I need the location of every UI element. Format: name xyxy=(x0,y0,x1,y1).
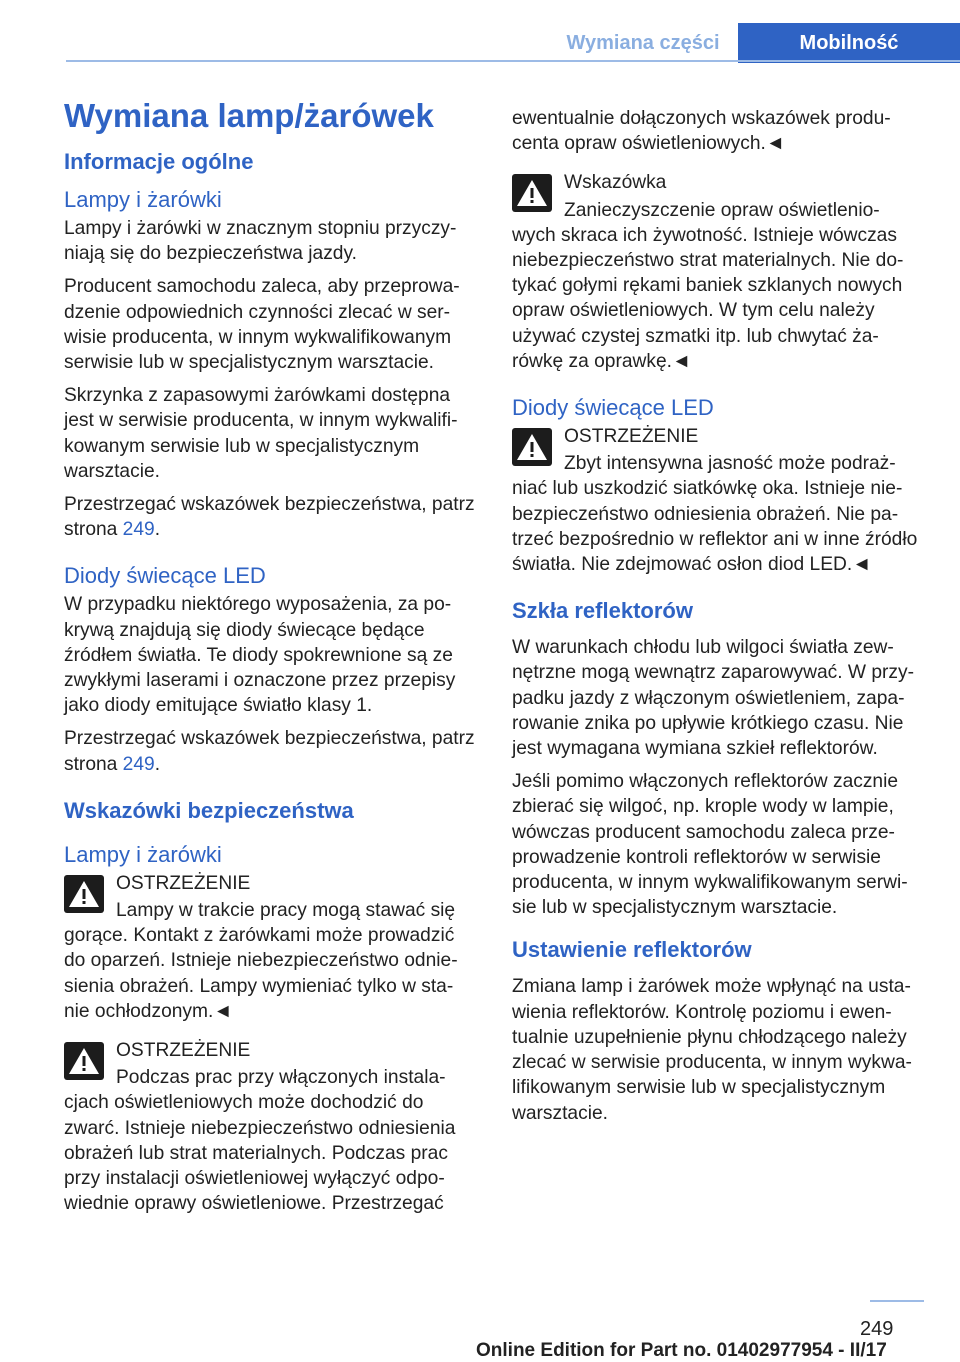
warning-icon xyxy=(64,875,104,913)
tab-mobilnosc[interactable]: Mobilność xyxy=(738,23,960,63)
warning-icon xyxy=(64,1042,104,1080)
warning-block xyxy=(64,1038,476,1216)
paragraph: Lampy i żarówki w znacznym stopniu przyczy‐ niają się do bezpieczeństwa jazdy. xyxy=(64,218,457,265)
heading-adjustment: Ustawienie reflektorów xyxy=(512,937,752,963)
page-link[interactable]: 249 xyxy=(122,519,155,541)
warning-icon xyxy=(512,428,552,466)
paragraph: Skrzynka z zapasowymi żarówkami dostępna jest w serwisie producenta, w innym wykwalifi‐ kowanym serwisie lub w specjalistycznym warsztacie. xyxy=(64,385,458,482)
heading-lamps: Lampy i żarówki xyxy=(64,187,222,212)
note-block xyxy=(512,170,924,374)
footer-divider xyxy=(870,1300,924,1302)
warning-text: Lampy w trakcie pracy mogą stawać się gorące. Kontakt z żarówkami może prowadzić do oparzeń. Istnieje niebezpieczeństwo odnie‐ sienia obrażeń. Lampy wymieniać tylko w sta‐ nie ochłodzonym.◄ xyxy=(64,900,458,1022)
paragraph: Zmiana lamp i żarówek może wpłynąć na usta‐ wienia reflektorów. Kontrolę poziomu i ewen‐ tualnie uzupełnienie płynu chłodzącego należy zlecać w serwisie producenta, w innym wykwa‐ lifikowanym serwisie lub w specjalistycznym warsztacie. xyxy=(512,976,912,1124)
tab-wymiana-czesci[interactable]: Wymiana części xyxy=(566,32,720,54)
header-divider xyxy=(66,60,960,62)
paragraph: Producent samochodu zaleca, aby przeprowa‐ dzenie odpowiednich czynności zlecać w ser‐ wisie producenta, w innym wykwalifikowanym serwisie lub w specjalistycznym warsztacie. xyxy=(64,276,460,374)
paragraph: Przestrzegać wskazówek bezpieczeństwa, patrz strona 249. xyxy=(64,494,475,541)
header-tabs xyxy=(548,23,960,63)
note-title: Wskazówka xyxy=(564,172,667,194)
warning-title: OSTRZEŻENIE xyxy=(116,872,251,894)
paragraph: W przypadku niektórego wyposażenia, za po‐ krywą znajdują się diody świecące będące źródłem światła. Te diody spokrewnione są ze zwykłymi laserami i oznaczone przez przepisy jako diody emitujące światło klasy 1. xyxy=(64,594,456,717)
paragraph: ewentualnie dołączonych wskazówek produ‐ centa opraw oświetleniowych.◄ xyxy=(512,108,891,155)
paragraph: Przestrzegać wskazówek bezpieczeństwa, patrz strona 249. xyxy=(64,728,475,775)
page-link[interactable]: 249 xyxy=(122,753,155,775)
right-column xyxy=(512,106,924,1134)
warning-title: OSTRZEŻENIE xyxy=(564,426,699,448)
page-number: 249 xyxy=(860,1318,894,1340)
heading-general: Informacje ogólne xyxy=(64,149,254,174)
heading-lenses: Szkła reflektorów xyxy=(512,598,693,624)
heading-led: Diody świecące LED xyxy=(512,395,714,421)
heading-lamps-2: Lampy i żarówki xyxy=(64,841,222,867)
page-title: Wymiana lamp/żarówek xyxy=(64,97,434,134)
warning-icon xyxy=(512,174,552,212)
footer-edition: Online Edition for Part no. 01402977954 - II/17 xyxy=(476,1340,887,1361)
heading-safety: Wskazówki bezpieczeństwa xyxy=(64,797,354,823)
warning-block xyxy=(64,871,476,1024)
warning-block xyxy=(512,424,924,577)
heading-led: Diody świecące LED xyxy=(64,563,266,589)
warning-title: OSTRZEŻENIE xyxy=(116,1040,251,1062)
paragraph: Jeśli pomimo włączonych reflektorów zacznie zbierać się wilgoć, np. krople wody w lampie, wówczas producent samochodu zaleca prze‐ prowadzenie kontroli reflektorów w serwisie producenta, w innym wykwalifikowanym serwi‐ sie lub w specjalistycznym warsztacie. xyxy=(512,771,908,919)
warning-text: Podczas prac przy włączonych instala‐ cjach oświetleniowych może dochodzić do zwarć. Istnieje niebezpieczeństwo odniesienia obrażeń lub strat materialnych. Podczas prac przy instalacji oświetleniowej wyłączyć odpo‐ wiednie oprawy oświetleniowe. Przestrzegać xyxy=(64,1067,456,1215)
warning-text: Zbyt intensywna jasność może podraż‐ niać lub uszkodzić siatkówkę oka. Istnieje nie‐ bezpieczeństwo odniesienia obrażeń. Nie pa‐ trzeć bezpośrednio w reflektor ani w inne źródło światła. Nie zdejmować osłon diod LED.◄ xyxy=(512,453,918,576)
left-column xyxy=(64,96,476,1227)
paragraph: W warunkach chłodu lub wilgoci światła zew‐ nętrzne mogą wewnątrz zaparowywać. W przy‐ padku jazdy z włączonym oświetleniem, zapa‐ rowanie znika po upływie krótkiego czasu. Nie jest wymagana wymiana szkieł reflektorów. xyxy=(512,637,915,760)
note-text: Zanieczyszczenie opraw oświetlenio‐ wych skraca ich żywotność. Istnieje wówczas niebezpieczeństwo strat materialnych. Nie do‐ tykać gołymi rękami baniek szklanych nowych opraw oświetleniowych. W tym celu należy używać czystej szmatki itp. lub chwytać ża‐ rówkę za oprawkę.◄ xyxy=(512,199,904,372)
